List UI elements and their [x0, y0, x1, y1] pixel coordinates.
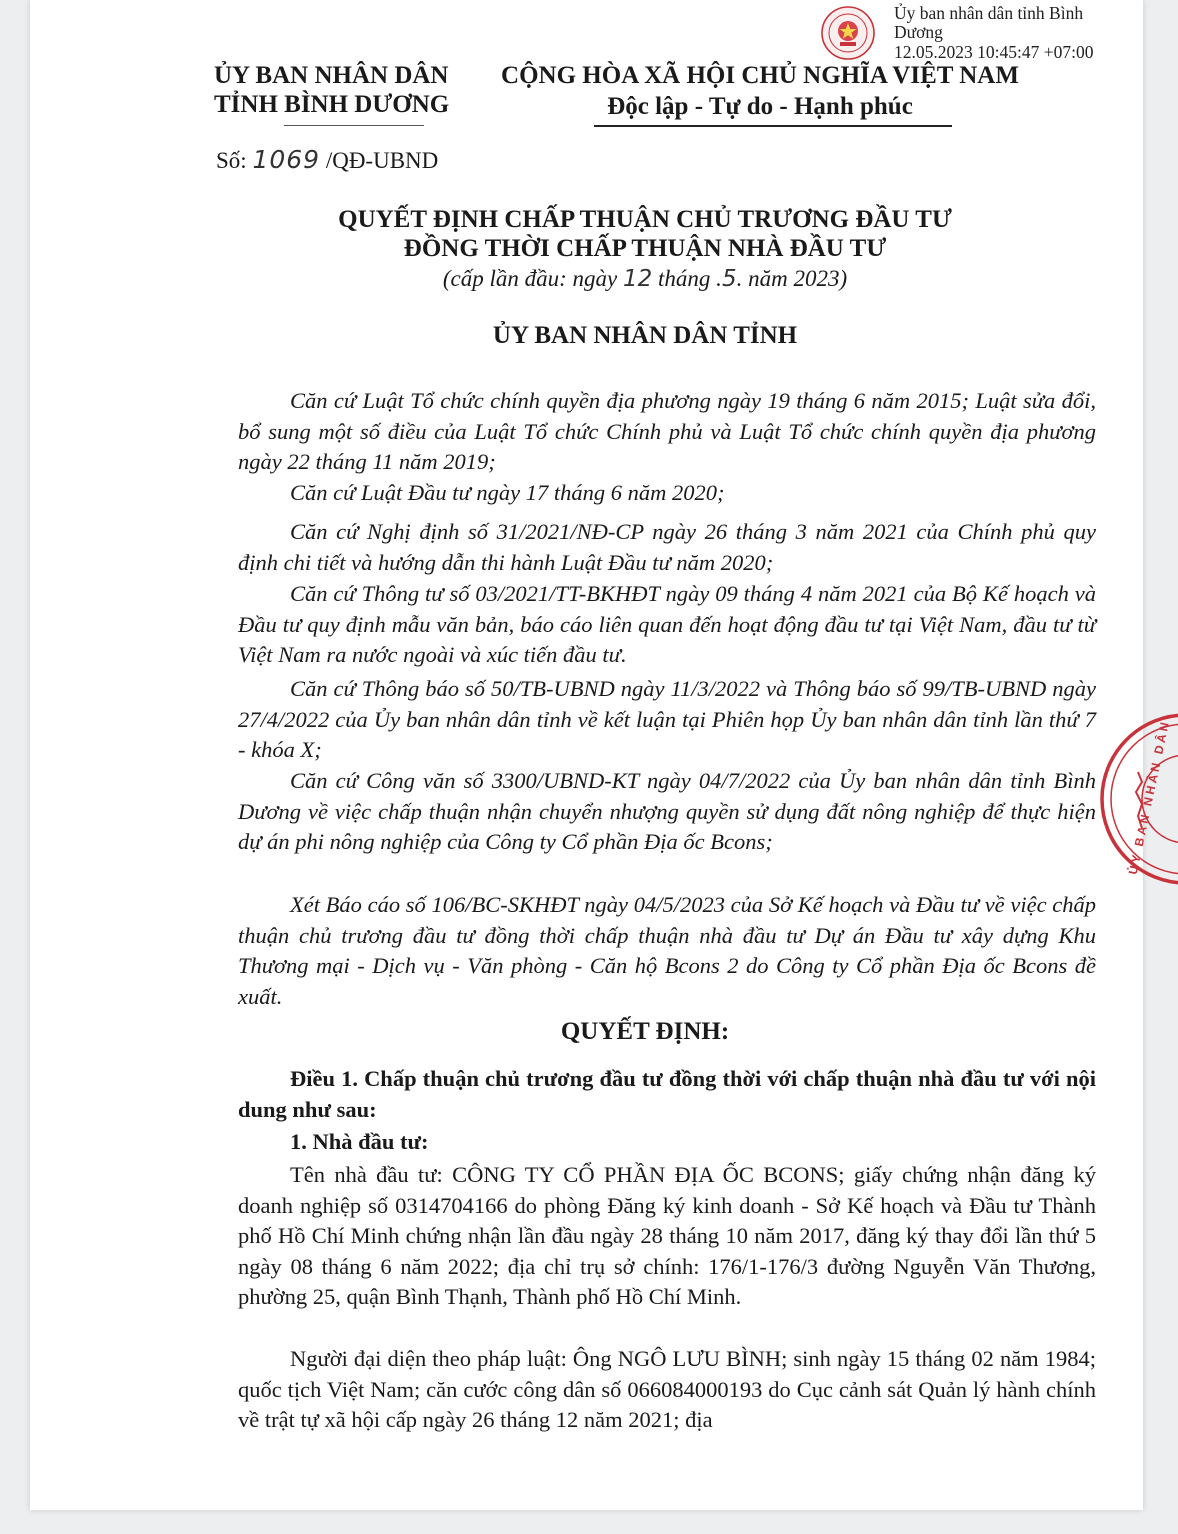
agency-name-line2: TỈNH BÌNH DƯƠNG [214, 91, 450, 118]
article-1 [238, 1064, 1096, 1125]
signature-timestamp: 12.05.2023 10:45:47 +07:00 [894, 42, 1094, 62]
representative-paragraph: Người đại diện theo pháp luật: Ông NGÔ LƯU BÌNH; sinh ngày 15 tháng 02 năm 1984; quốc tịch Việt Nam; căn cước công dân số 066084000193 do Cục cảnh sát Quản lý hành chính về trật tự xã hội cấp ngày 26 tháng 12 năm 2021; địa [238, 1346, 1096, 1432]
national-emblem-seal-icon [820, 5, 876, 61]
document-number-prefix: Số: [216, 148, 247, 173]
nation-motto: Độc lập - Tự do - Hạnh phúc [607, 93, 913, 120]
stamp-text: ỦY BAN NHÂN DÂN [1125, 718, 1173, 876]
document-number-handwritten: 1069 [252, 145, 321, 174]
basis-paragraph-2: Căn cứ Luật Đầu tư ngày 17 tháng 6 năm 2020; [290, 480, 725, 505]
issue-date-prefix: (cấp lần đầu: ngày [442, 266, 618, 291]
section-investor-heading: 1. Nhà đầu tư: [290, 1129, 429, 1154]
issue-day-handwritten: 12 [623, 266, 653, 292]
investor-paragraph: Tên nhà đầu tư: CÔNG TY CỔ PHẦN ĐỊA ỐC BCONS; giấy chứng nhận đăng ký doanh nghiệp số 0314704166 do phòng Đăng ký kinh doanh - Sở Kế hoạch và Đầu tư Thành phố Hồ Chí Minh chứng nhận lần đầu ngày 28 tháng 10 năm 2017, đăng ký thay đổi lần thứ 5 ngày 08 tháng 6 năm 2022; địa chỉ trụ sở chính: 176/1-176/3 đường Nguyễn Văn Thương, phường 25, quận Bình Thạnh, Thành phố Hồ Chí Minh. [238, 1162, 1096, 1309]
basis-paragraph-7: Xét Báo cáo số 106/BC-SKHĐT ngày 04/5/2023 của Sở Kế hoạch và Đầu tư về việc chấp thuận chủ trương đầu tư đồng thời chấp thuận nhà đầu tư Dự án Đầu tư xây dựng Khu Thương mại - Dịch vụ - Văn phòng - Căn hộ Bcons 2 do Công ty Cổ phần Địa ốc Bcons đề xuất. [238, 892, 1096, 1009]
basis-paragraph-5: Căn cứ Thông báo số 50/TB-UBND ngày 11/3/2022 và Thông báo số 99/TB-UBND ngày 27/4/2022 của Ủy ban nhân dân tỉnh về kết luận tại Phiên họp Ủy ban nhân dân tỉnh lần thứ 7 - khóa X; [238, 676, 1096, 762]
agency-name-line1: ỦY BAN NHÂN DÂN [214, 62, 449, 89]
document-number [216, 145, 438, 176]
issue-date-suffix: . năm 2023) [736, 266, 848, 291]
decision-title-line1: QUYẾT ĐỊNH CHẤP THUẬN CHỦ TRƯƠNG ĐẦU TƯ [338, 206, 952, 233]
issue-date-mid: tháng . [658, 266, 722, 291]
article-1-text: Chấp thuận chủ trương đầu tư đồng thời với chấp thuận nhà đầu tư với nội dung như sau: [238, 1066, 1096, 1122]
basis-paragraph-1: Căn cứ Luật Tổ chức chính quyền địa phương ngày 19 tháng 6 năm 2015; Luật sửa đổi, bổ sung một số điều của Luật Tổ chức Chính phủ và Luật Tổ chức chính quyền địa phương ngày 22 tháng 11 năm 2019; [238, 388, 1096, 474]
decision-heading: QUYẾT ĐỊNH: [560, 1018, 730, 1045]
basis-paragraph-3: Căn cứ Nghị định số 31/2021/NĐ-CP ngày 26 tháng 3 năm 2021 của Chính phủ quy định chi tiết và hướng dẫn thi hành Luật Đầu tư năm 2020; [238, 519, 1096, 575]
signature-signer: Ủy ban nhân dân tỉnh Bình [894, 3, 1084, 23]
article-1-label: Điều 1. [290, 1066, 358, 1091]
agency-underline [284, 125, 424, 126]
basis-paragraph-6: Căn cứ Công văn số 3300/UBND-KT ngày 04/7/2022 của Ủy ban nhân dân tỉnh Bình Dương về việc chấp thuận nhận chuyển nhượng quyền sử dụng đất nông nghiệp để thực hiện dự án phi nông nghiệp của Công ty Cổ phần Địa ốc Bcons; [238, 768, 1096, 854]
issue-date-line [260, 264, 1030, 294]
issue-month-handwritten: 5 [721, 266, 737, 292]
issuing-authority: ỦY BAN NHÂN DÂN TỈNH [492, 322, 798, 349]
motto-underline [594, 125, 952, 127]
decision-title-line2: ĐỒNG THỜI CHẤP THUẬN NHÀ ĐẦU TƯ [403, 235, 887, 262]
signature-signer-cont: Dương [894, 22, 943, 42]
document-number-suffix: /QĐ-UBND [325, 148, 439, 173]
basis-paragraph-4: Căn cứ Thông tư số 03/2021/TT-BKHĐT ngày 09 tháng 4 năm 2021 của Bộ Kế hoạch và Đầu tư quy định mẫu văn bản, báo cáo liên quan đến hoạt động đầu tư tại Việt Nam, đầu tư từ Việt Nam ra nước ngoài và xúc tiến đầu tư. [238, 581, 1096, 667]
nation-heading: CỘNG HÒA XÃ HỘI CHỦ NGHĨA VIỆT NAM [501, 62, 1019, 89]
document-page [30, 0, 1173, 1510]
